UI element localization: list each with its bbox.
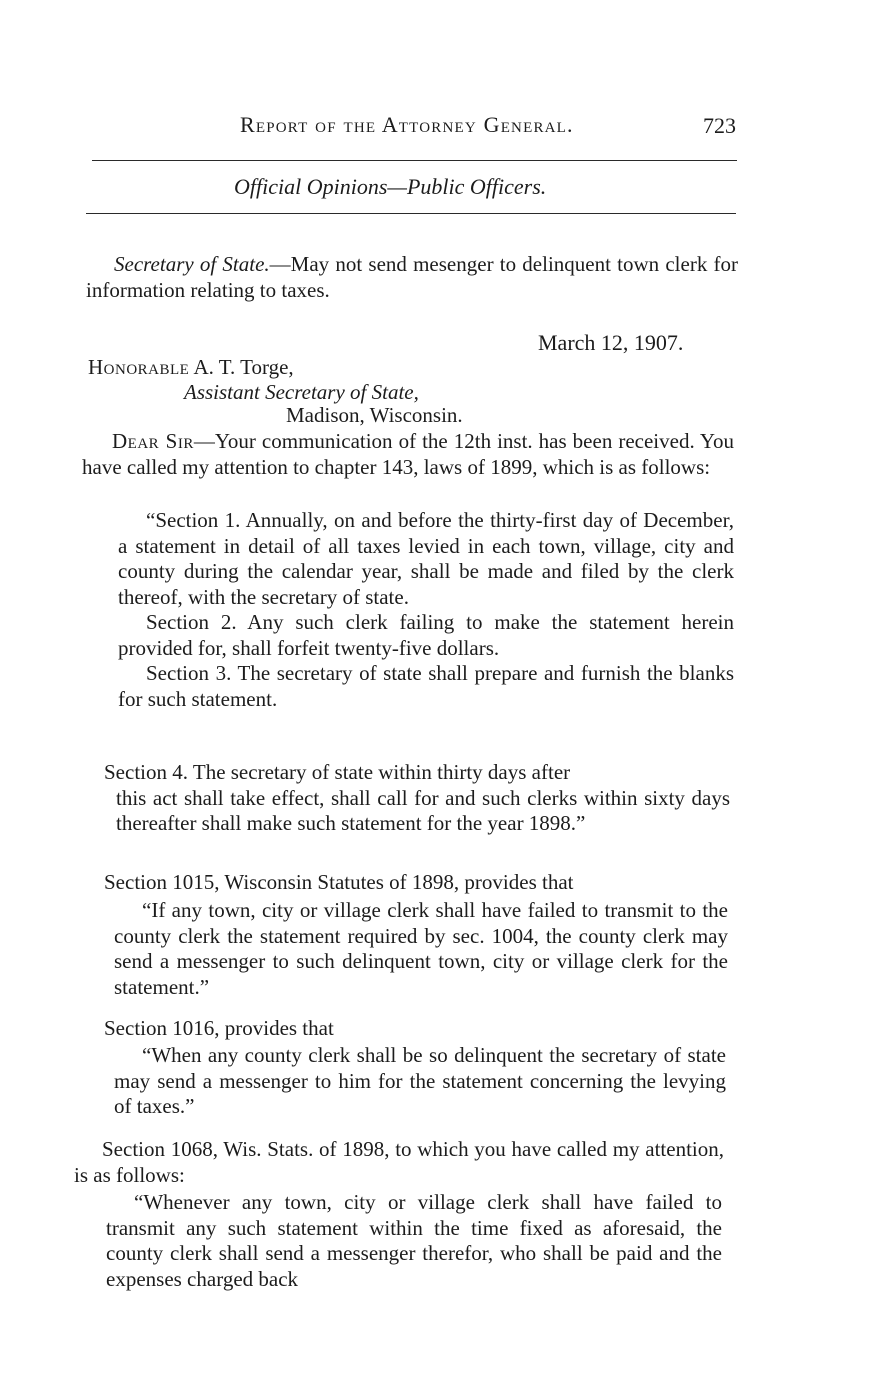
addressee-honorific: Honorable: [88, 355, 190, 379]
statute-section-4-rest: this act shall take effect, shall call for and such clerks within sixty days thereafter shall make such statement for the year 1898.”: [116, 785, 730, 835]
section-1015-intro: Section 1015, Wisconsin Statutes of 1898, provides that: [104, 870, 574, 894]
statute-section-4: [104, 760, 730, 837]
header-rule-bottom: [86, 213, 736, 214]
intro-text: —Your communication of the 12th inst. has been received. You have called my attention to chapter 143, laws of 1899, which is as follows:: [82, 429, 734, 479]
statute-1899-quote: [118, 508, 734, 712]
section-1068-intro: Section 1068, Wis. Stats. of 1898, to which you have called my attention, is as follows:: [74, 1137, 724, 1187]
addressee-line: [88, 355, 294, 380]
letter-date: March 12, 1907.: [538, 330, 684, 355]
section-1016-intro: Section 1016, provides that: [104, 1016, 334, 1040]
statute-section-4-first-line: Section 4. The secretary of state within thirty days after: [104, 760, 571, 784]
header-rule-top: [92, 160, 737, 161]
salutation: Dear Sir: [112, 429, 194, 453]
running-head: Report of the Attorney General.: [240, 112, 574, 137]
syllabus-subject: Secretary of State.: [114, 252, 270, 276]
syllabus-text: —May not send mesenger to delinquent town clerk for information relating to taxes.: [86, 252, 739, 302]
section-title: Official Opinions—Public Officers.: [234, 174, 547, 199]
syllabus: [86, 252, 738, 303]
section-1068-quote: “Whenever any town, city or village clerk shall have failed to transmit any such statement within the time fixed as aforesaid, the county clerk shall send a messenger therefor, who shall be paid and the expenses charged back: [106, 1190, 722, 1291]
addressee-title: Assistant Secretary of State,: [184, 380, 419, 404]
addressee-name: A. T. Torge,: [193, 355, 294, 379]
section-1015-quote: “If any town, city or village clerk shall have failed to transmit to the county clerk the statement required by sec. 1004, the county clerk may send a messenger to such delinquent town, city or village clerk for the statement.”: [114, 898, 728, 999]
statute-section-1: “Section 1. Annually, on and before the thirty-first day of December, a statement in detail of all taxes levied in each town, village, city and county during the calendar year, shall be made and filed by the clerk thereof, with the secretary of state.: [118, 508, 734, 609]
statute-section-2: Section 2. Any such clerk failing to make the statement herein provided for, shall forfeit twenty-five dollars.: [118, 610, 734, 660]
addressee-city: Madison, Wisconsin.: [286, 403, 463, 427]
page-number: 723: [703, 113, 736, 138]
statute-section-3: Section 3. The secretary of state shall prepare and furnish the blanks for such statement.: [118, 661, 734, 711]
letter-intro: [82, 429, 734, 480]
section-1016-quote: “When any county clerk shall be so delinquent the secretary of state may send a messenger to him for the statement concerning the levying of taxes.”: [114, 1043, 726, 1118]
